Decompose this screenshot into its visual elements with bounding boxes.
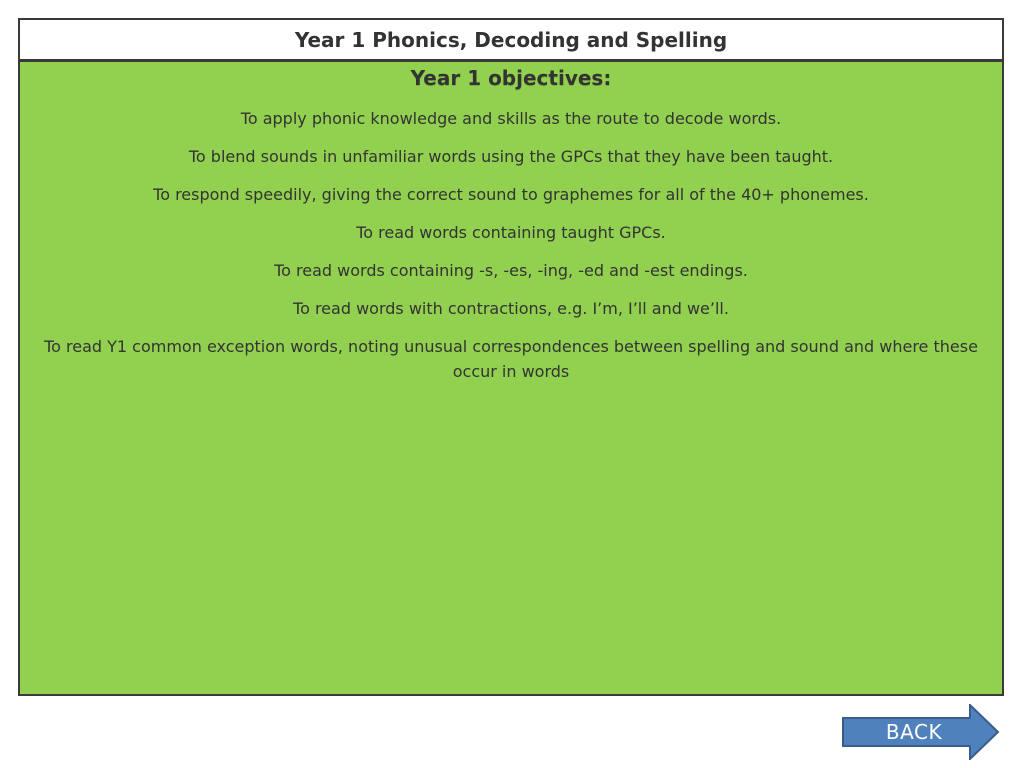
objective-item: To read words containing taught GPCs. [356,223,666,242]
objective-item: To blend sounds in unfamiliar words using the GPCs that they have been taught. [188,147,834,166]
objectives-content [20,64,1002,397]
objectives-heading: Year 1 objectives: [410,66,612,90]
objective-item: To respond speedily, giving the correct sound to graphemes for all of the 40+ phonemes. [153,185,869,204]
back-button[interactable] [842,704,1000,760]
objective-item: To read words with contractions, e.g. I’m, I’ll and we’ll. [293,299,729,318]
objective-item: To read Y1 common exception words, noting unusual correspondences between spelling and sound and where these occur in words [44,337,978,381]
page-title: Year 1 Phonics, Decoding and Spelling [20,20,1002,62]
back-button-label: BACK [885,720,943,744]
objective-item: To read words containing -s, -es, -ing, -ed and -est endings. [274,261,748,280]
objectives-panel [18,18,1004,696]
objective-item: To apply phonic knowledge and skills as the route to decode words. [240,109,782,128]
